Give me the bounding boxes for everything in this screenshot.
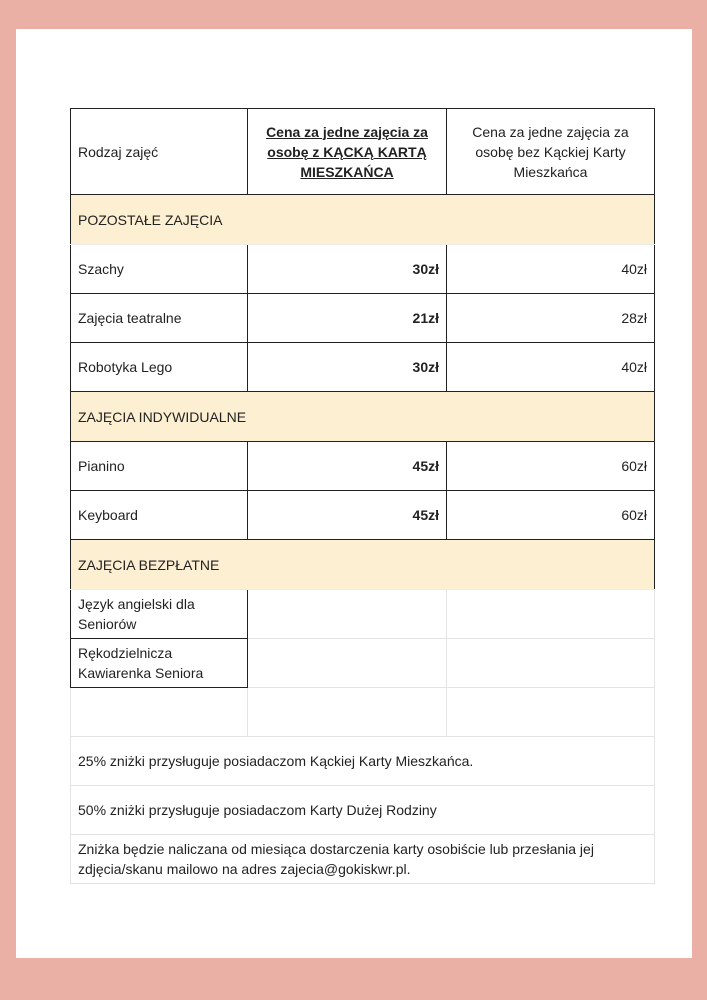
price-with-card: 21zł bbox=[248, 294, 447, 343]
table-row bbox=[71, 294, 655, 343]
price-without-card: 60zł bbox=[447, 442, 655, 491]
empty-cell bbox=[248, 590, 447, 639]
header-price-with-card: Cena za jedne zajęcia za osobę z KĄCKĄ KARTĄ MIESZKAŃCA bbox=[248, 109, 447, 195]
activity-name: Keyboard bbox=[71, 491, 248, 540]
price-without-card: 60zł bbox=[447, 491, 655, 540]
price-without-card: 40zł bbox=[447, 245, 655, 294]
price-with-card: 30zł bbox=[248, 245, 447, 294]
section-row-individual bbox=[71, 392, 655, 442]
note-row bbox=[71, 835, 655, 884]
discount-note-terms: Zniżka będzie naliczana od miesiąca dostarczenia karty osobiście lub przesłania jej zdjęcia/skanu mailowo na adres zajecia@gokiskwr.pl. bbox=[71, 835, 655, 884]
activity-name: Zajęcia teatralne bbox=[71, 294, 248, 343]
header-activity-type: Rodzaj zajęć bbox=[71, 109, 248, 195]
table-row bbox=[71, 491, 655, 540]
section-title: ZAJĘCIA INDYWIDUALNE bbox=[71, 392, 655, 442]
price-with-card: 30zł bbox=[248, 343, 447, 392]
table-row bbox=[71, 343, 655, 392]
price-without-card: 28zł bbox=[447, 294, 655, 343]
activity-name: Język angielski dla Seniorów bbox=[71, 590, 248, 639]
empty-cell bbox=[71, 688, 248, 737]
document-page bbox=[16, 29, 692, 958]
price-with-card: 45zł bbox=[248, 442, 447, 491]
section-title: ZAJĘCIA BEZPŁATNE bbox=[71, 540, 655, 590]
table-row bbox=[71, 590, 655, 639]
empty-row bbox=[71, 688, 655, 737]
table-header-row bbox=[71, 109, 655, 195]
empty-cell bbox=[447, 639, 655, 688]
table-row bbox=[71, 245, 655, 294]
price-without-card: 40zł bbox=[447, 343, 655, 392]
price-with-card: 45zł bbox=[248, 491, 447, 540]
table-row bbox=[71, 442, 655, 491]
section-row-other bbox=[71, 195, 655, 245]
section-row-free bbox=[71, 540, 655, 590]
empty-cell bbox=[447, 688, 655, 737]
section-title: POZOSTAŁE ZAJĘCIA bbox=[71, 195, 655, 245]
activity-name: Pianino bbox=[71, 442, 248, 491]
discount-note-family: 50% zniżki przysługuje posiadaczom Karty Dużej Rodziny bbox=[71, 786, 655, 835]
header-price-without-card: Cena za jedne zajęcia za osobę bez Kąckiej Karty Mieszkańca bbox=[447, 109, 655, 195]
note-row bbox=[71, 737, 655, 786]
empty-cell bbox=[248, 688, 447, 737]
empty-cell bbox=[248, 639, 447, 688]
activity-name: Szachy bbox=[71, 245, 248, 294]
note-row bbox=[71, 786, 655, 835]
activity-name: Rękodzielnicza Kawiarenka Seniora bbox=[71, 639, 248, 688]
activity-name: Robotyka Lego bbox=[71, 343, 248, 392]
discount-note-card: 25% zniżki przysługuje posiadaczom Kąckiej Karty Mieszkańca. bbox=[71, 737, 655, 786]
price-table bbox=[70, 108, 655, 884]
empty-cell bbox=[447, 590, 655, 639]
table-row bbox=[71, 639, 655, 688]
